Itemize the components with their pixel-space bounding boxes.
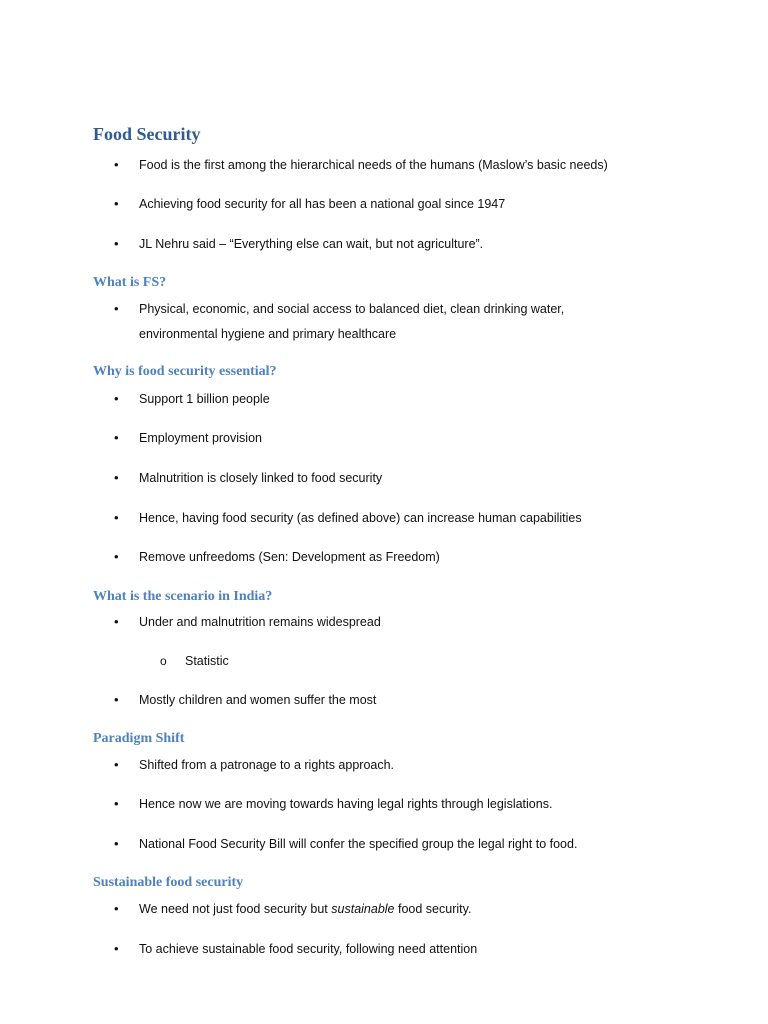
- section-heading: What is FS?: [93, 275, 167, 290]
- bullet-icon: •: [114, 470, 119, 485]
- list-item-text: Shifted from a patronage to a rights approach.: [139, 758, 395, 772]
- list-item-text: Malnutrition is closely linked to food security: [139, 471, 383, 485]
- bullet-icon: •: [114, 510, 119, 525]
- list-item-text: To achieve sustainable food security, following need attention: [139, 942, 478, 956]
- list-item-text: Support 1 billion people: [139, 392, 270, 406]
- list-item-text: Food is the first among the hierarchical needs of the humans (Maslow’s basic needs): [139, 158, 608, 172]
- list-item-text: Hence now we are moving towards having legal rights through legislations.: [139, 797, 553, 811]
- sub-bullet-icon: o: [160, 654, 167, 668]
- bullet-icon: •: [114, 157, 119, 172]
- bullet-icon: •: [114, 549, 119, 564]
- list-item-text: Remove unfreedoms (Sen: Development as Freedom): [139, 550, 440, 564]
- bullet-icon: •: [114, 836, 119, 851]
- list-item-text: Employment provision: [139, 431, 262, 445]
- section-heading: Why is food security essential?: [93, 364, 277, 379]
- bullet-icon: •: [114, 236, 119, 251]
- sub-list-item-text: Statistic: [185, 654, 229, 668]
- list-item-text: Physical, economic, and social access to balanced diet, clean drinking water,: [139, 302, 565, 316]
- bullet-icon: •: [114, 614, 119, 629]
- text-part: food security.: [398, 902, 472, 916]
- section-heading: What is the scenario in India?: [93, 589, 273, 604]
- list-item-text: Hence, having food security (as defined above) can increase human capabilities: [139, 511, 582, 525]
- list-item-text: [139, 896, 659, 922]
- list-item-text: National Food Security Bill will confer the specified group the legal right to food.: [139, 837, 578, 851]
- bullet-icon: •: [114, 430, 119, 445]
- text-part: We need not just food security but: [139, 902, 328, 916]
- list-item-text: environmental hygiene and primary healthcare: [139, 327, 397, 341]
- bullet-icon: •: [114, 391, 119, 406]
- bullet-icon: •: [114, 901, 119, 916]
- list-item-text: Mostly children and women suffer the most: [139, 693, 377, 707]
- bullet-icon: •: [114, 796, 119, 811]
- list-item-text: Under and malnutrition remains widespread: [139, 615, 381, 629]
- bullet-icon: •: [114, 692, 119, 707]
- list-item-text: JL Nehru said – “Everything else can wait, but not agriculture”.: [139, 237, 484, 251]
- page-title: Food Security: [93, 124, 201, 144]
- list-item-text: Achieving food security for all has been a national goal since 1947: [139, 197, 506, 211]
- section-heading: Paradigm Shift: [93, 731, 185, 746]
- bullet-icon: •: [114, 301, 119, 316]
- bullet-icon: •: [114, 941, 119, 956]
- bullet-icon: •: [114, 757, 119, 772]
- section-heading: Sustainable food security: [93, 875, 244, 890]
- emphasis-text: sustainable: [331, 902, 395, 916]
- bullet-icon: •: [114, 196, 119, 211]
